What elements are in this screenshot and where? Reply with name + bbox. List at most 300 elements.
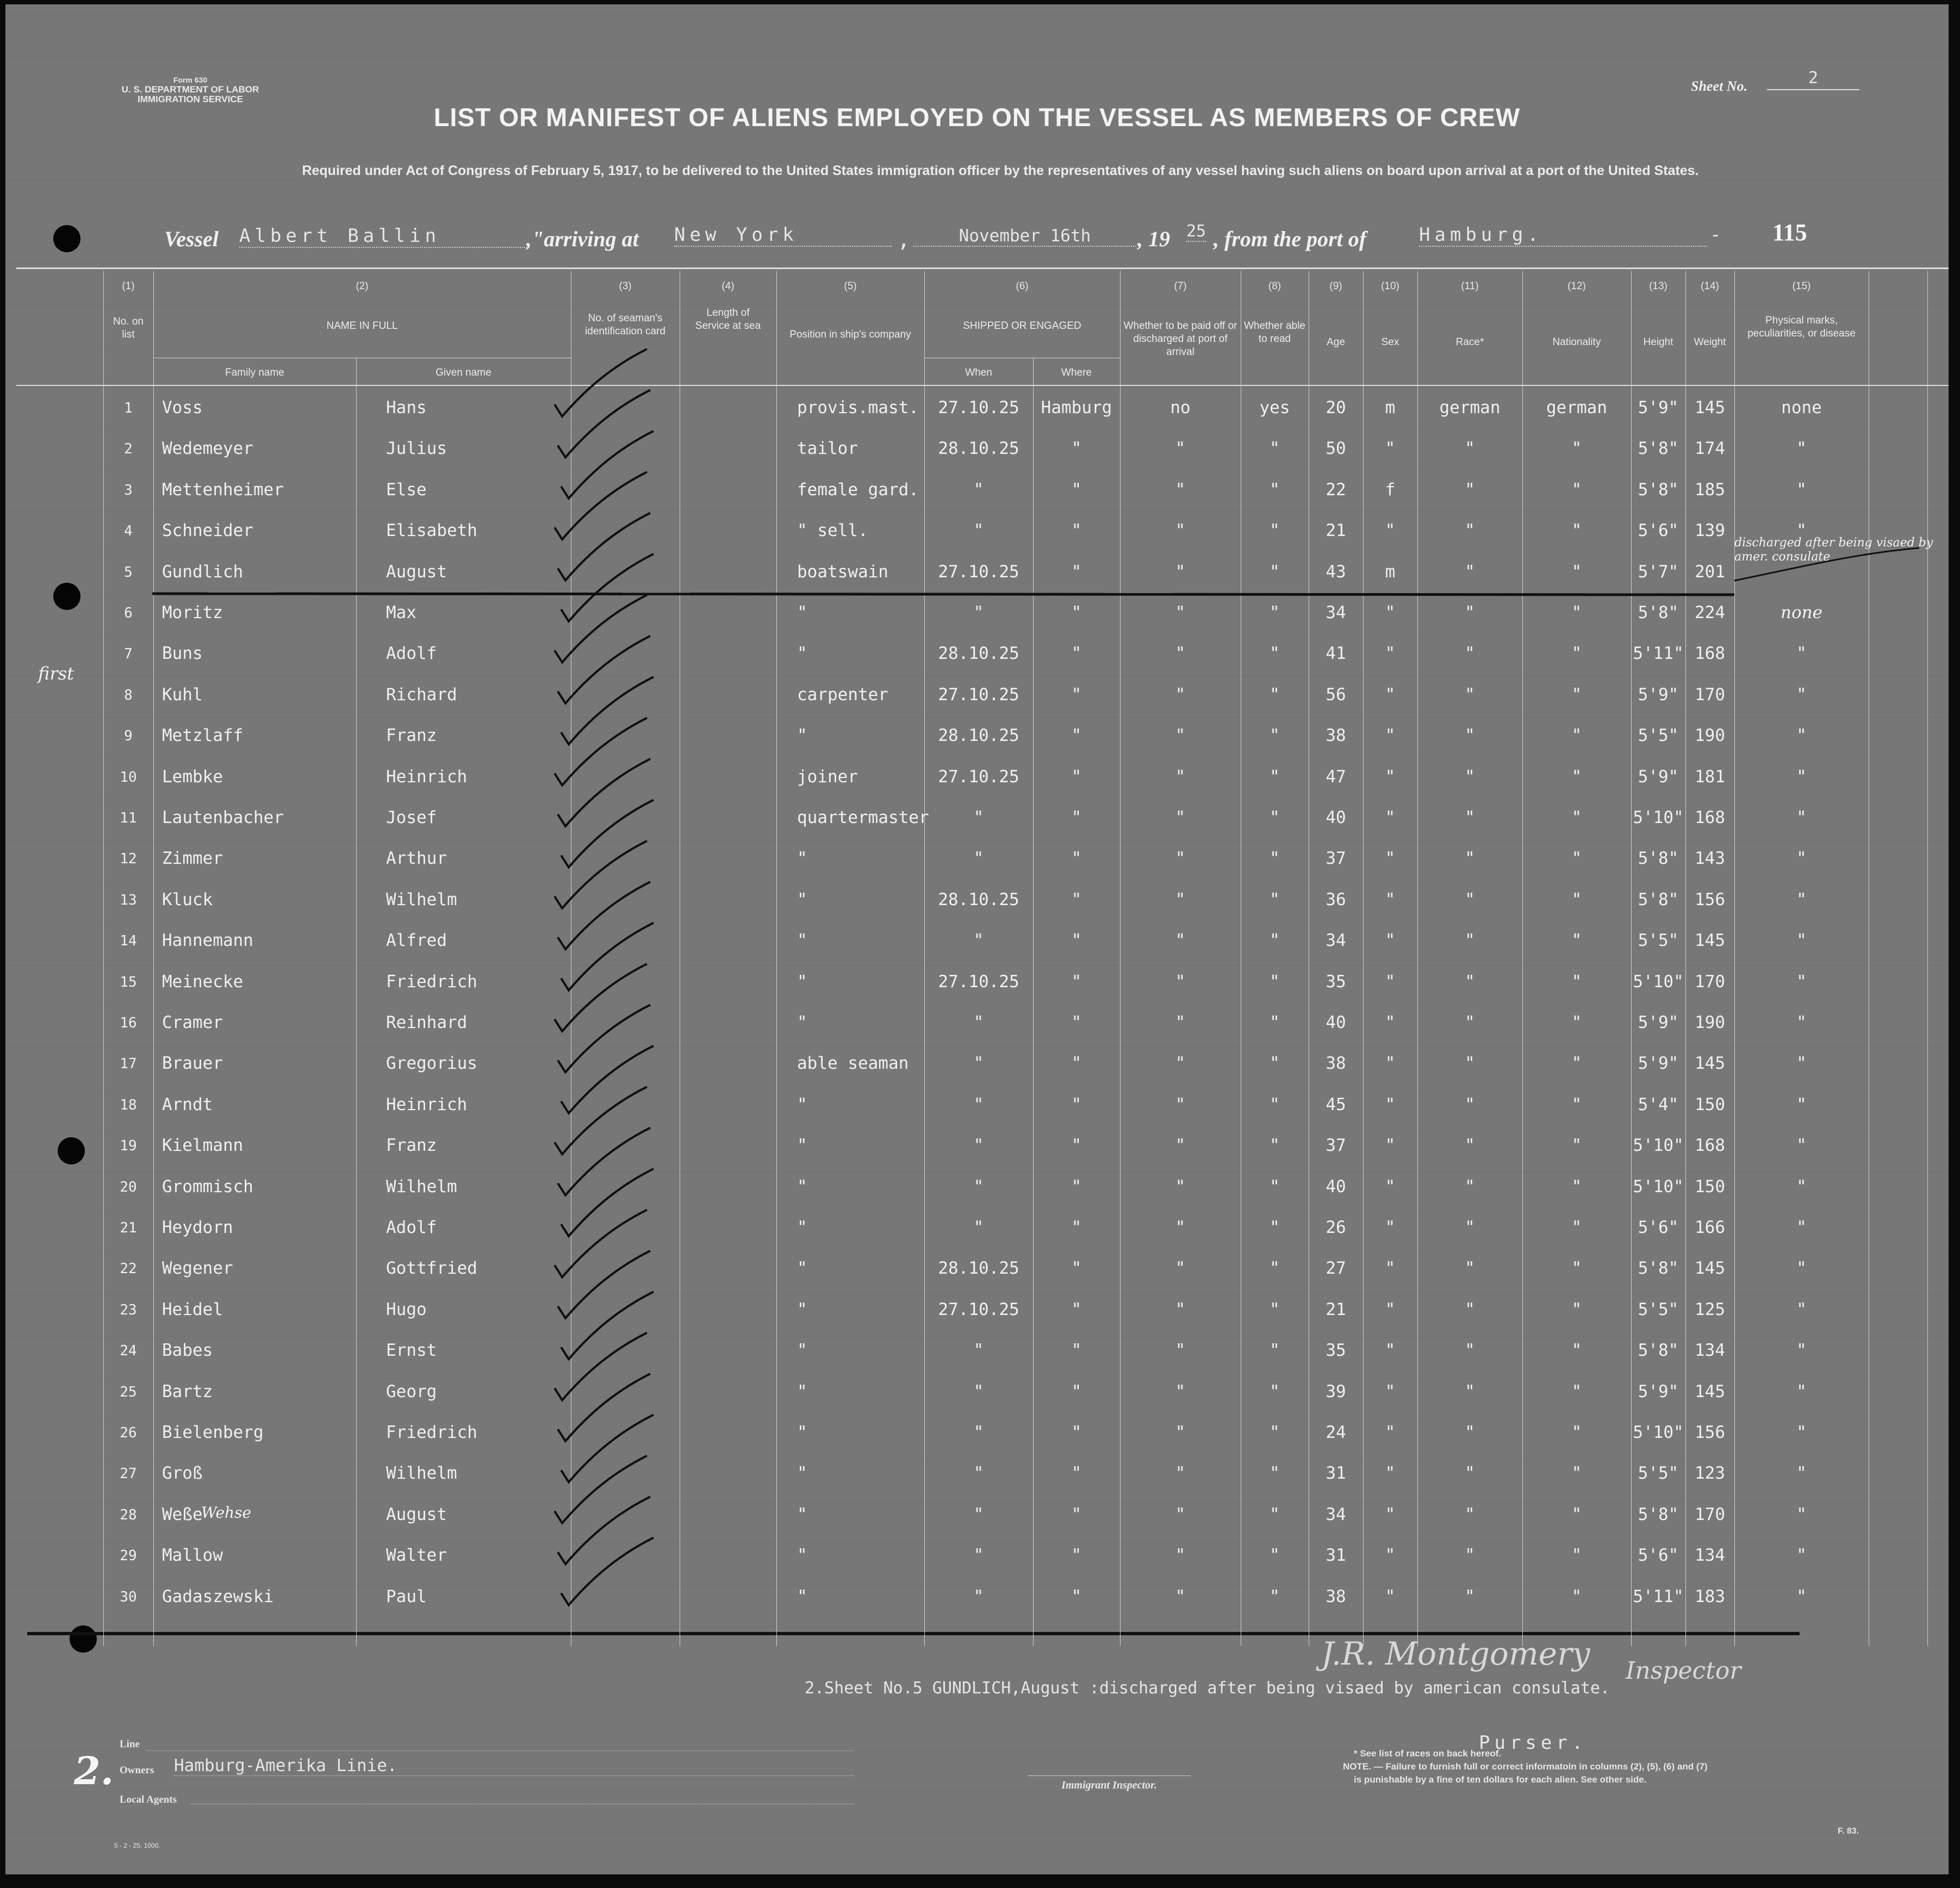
weight: 168 — [1695, 1136, 1725, 1156]
shipped-where: " — [1071, 1463, 1082, 1484]
height: 5'10" — [1633, 1423, 1684, 1442]
given-name: Arthur — [386, 849, 447, 869]
family-name: Heidel — [162, 1299, 223, 1319]
sex: " — [1385, 1136, 1396, 1156]
handwritten-marks — [5, 4, 1949, 1874]
family-name: Meinecke — [162, 971, 244, 992]
check-mark-icon — [555, 841, 647, 908]
able-to-read: " — [1270, 1586, 1280, 1606]
height: 5'5" — [1638, 726, 1679, 746]
paid-off: " — [1175, 1463, 1186, 1484]
shipped-where: " — [1071, 1136, 1082, 1156]
row-number: 2 — [124, 441, 133, 458]
shipped-where: " — [1071, 479, 1082, 500]
nationality: " — [1571, 1094, 1582, 1114]
family-name: Zimmer — [162, 849, 223, 869]
age: 40 — [1326, 1013, 1346, 1032]
nationality: " — [1571, 808, 1582, 827]
paid-off: no — [1170, 398, 1191, 418]
family-name: Gadaszewski — [162, 1586, 274, 1606]
race: " — [1465, 1463, 1475, 1484]
weight: 201 — [1695, 562, 1725, 582]
nationality: " — [1571, 1136, 1582, 1156]
physical-marks: discharged after being visaed by amer. consulate — [1734, 535, 1933, 564]
height: 5'6" — [1638, 1546, 1679, 1566]
given-name: Heinrich — [386, 1094, 468, 1114]
position: " — [797, 1423, 807, 1442]
position: " — [797, 1136, 807, 1156]
row-number: 10 — [120, 769, 137, 786]
physical-marks: " — [1796, 1341, 1807, 1361]
page-subtitle: Required under Act of Congress of February 5, 1917, to be delivered to the United States immigration officer by the representatives of any vessel having such aliens on board upon arrival at a port of the United States. — [302, 163, 1699, 178]
physical-marks: none — [1781, 398, 1822, 418]
able-to-read: " — [1270, 849, 1280, 869]
given-name: Max — [386, 603, 416, 622]
age: 21 — [1326, 1299, 1346, 1319]
family-name: Wedemeyer — [162, 439, 253, 459]
race: " — [1465, 1258, 1475, 1279]
sex: f — [1385, 479, 1396, 500]
shipped-when: " — [973, 849, 984, 869]
age: 26 — [1326, 1218, 1346, 1237]
row-number: 4 — [124, 523, 133, 540]
paid-off: " — [1175, 562, 1186, 582]
position: " — [797, 1258, 807, 1279]
given-name: Adolf — [386, 1218, 437, 1237]
check-mark-icon — [558, 636, 650, 703]
able-to-read: " — [1270, 971, 1280, 992]
row-number: 25 — [120, 1384, 137, 1400]
inspector-title: Inspector — [1626, 1657, 1741, 1685]
nationality: " — [1571, 1013, 1582, 1032]
position: female gard. — [797, 479, 919, 500]
shipped-where: " — [1071, 1546, 1082, 1566]
shipped-when: " — [973, 1423, 984, 1442]
shipped-where: " — [1071, 1504, 1082, 1524]
nationality: " — [1571, 1258, 1582, 1279]
check-mark-icon — [558, 1005, 650, 1072]
paid-off: " — [1175, 684, 1186, 705]
weight: 190 — [1695, 726, 1725, 746]
weight: 190 — [1695, 1013, 1725, 1032]
shipped-where: " — [1071, 1381, 1082, 1401]
shipped-when: 28.10.25 — [938, 439, 1019, 459]
race: " — [1465, 849, 1475, 869]
vessel-line: Vessel Albert Ballin ,"arriving at New York , November 16th , 19 25 , from the port of Hamburg. - 115 — [164, 219, 1807, 252]
check-mark-icon — [561, 1538, 654, 1605]
shipped-when: " — [973, 479, 984, 500]
able-to-read: " — [1270, 1381, 1280, 1401]
nationality: " — [1571, 479, 1582, 500]
able-to-read: " — [1270, 1299, 1280, 1319]
able-to-read: " — [1270, 889, 1280, 909]
race: " — [1465, 726, 1475, 746]
shipped-when: " — [973, 1504, 984, 1524]
race: " — [1465, 521, 1475, 541]
nationality: " — [1571, 849, 1582, 869]
row-number: 3 — [124, 482, 133, 499]
weight: 168 — [1695, 644, 1725, 664]
weight: 134 — [1695, 1546, 1725, 1566]
shipped-where: " — [1071, 1054, 1082, 1074]
able-to-read: " — [1270, 1136, 1280, 1156]
shipped-when: " — [973, 1381, 984, 1401]
check-mark-icon — [561, 1169, 654, 1236]
age: 24 — [1326, 1423, 1346, 1442]
nationality: " — [1571, 1176, 1582, 1197]
header-able-to-read: Whether able to read — [1243, 320, 1305, 345]
race: " — [1465, 644, 1475, 664]
sex: " — [1385, 1258, 1396, 1279]
weight: 156 — [1695, 1423, 1725, 1442]
height: 5'8" — [1638, 1341, 1679, 1361]
physical-marks: none — [1781, 603, 1822, 622]
age: 31 — [1326, 1546, 1346, 1566]
paid-off: " — [1175, 1218, 1186, 1237]
able-to-read: " — [1270, 684, 1280, 705]
row-number: 18 — [120, 1096, 137, 1113]
family-name: Hannemann — [162, 931, 253, 951]
sex: " — [1385, 931, 1396, 951]
column-number: (14) — [1701, 281, 1719, 292]
physical-marks: " — [1796, 1258, 1807, 1279]
handwritten-correction: Wehse — [201, 1504, 252, 1522]
nationality: " — [1571, 1546, 1582, 1566]
race: " — [1465, 1299, 1475, 1319]
shipped-where: " — [1071, 1299, 1082, 1319]
physical-marks: " — [1796, 849, 1807, 869]
header-position: Position in ship's company — [789, 329, 911, 340]
height: 5'6" — [1638, 521, 1679, 541]
shipped-where: " — [1071, 1218, 1082, 1237]
purser-label: Purser. — [1479, 1732, 1588, 1754]
column-number: (5) — [844, 281, 857, 292]
check-mark-icon — [561, 1292, 654, 1359]
physical-marks: " — [1796, 1013, 1807, 1032]
shipped-when: 28.10.25 — [938, 644, 1019, 664]
family-name: Buns — [162, 644, 203, 664]
shipped-where: " — [1071, 439, 1082, 459]
row-5-strikethrough — [152, 594, 1734, 595]
able-to-read: " — [1270, 1176, 1280, 1197]
arrival-date: November 16th — [913, 226, 1136, 247]
physical-marks: " — [1796, 1504, 1807, 1524]
paid-off: " — [1175, 1176, 1186, 1197]
sex: " — [1385, 1299, 1396, 1319]
shipped-where: " — [1071, 808, 1082, 827]
age: 22 — [1326, 479, 1346, 500]
weight: 143 — [1695, 849, 1725, 869]
check-mark-icon — [558, 1128, 650, 1195]
race: german — [1439, 398, 1501, 418]
height: 5'9" — [1638, 1381, 1679, 1401]
physical-marks: " — [1796, 1299, 1807, 1319]
race: " — [1465, 1423, 1475, 1442]
sex: " — [1385, 1586, 1396, 1606]
age: 35 — [1326, 971, 1346, 992]
age: 40 — [1326, 1176, 1346, 1197]
given-name: Paul — [386, 1586, 427, 1606]
shipped-when: " — [973, 1586, 984, 1606]
race: " — [1465, 931, 1475, 951]
physical-marks: " — [1796, 726, 1807, 746]
row-number: 1 — [124, 400, 133, 416]
shipped-where: " — [1071, 603, 1082, 622]
header-no-on-list: No. on list — [113, 316, 144, 340]
row-number: 21 — [120, 1220, 137, 1236]
paid-off: " — [1175, 1299, 1186, 1319]
race: " — [1465, 1218, 1475, 1237]
row-number: 12 — [120, 851, 137, 868]
shipped-where: " — [1071, 971, 1082, 992]
position: " — [797, 931, 807, 951]
sex: " — [1385, 439, 1396, 459]
weight: 145 — [1695, 931, 1725, 951]
check-mark-icon — [555, 1087, 647, 1154]
height: 5'9" — [1638, 1013, 1679, 1032]
shipped-when: 27.10.25 — [938, 1299, 1019, 1319]
able-to-read: " — [1270, 1546, 1280, 1566]
nationality: " — [1571, 1504, 1582, 1524]
race: " — [1465, 767, 1475, 787]
position: " — [797, 1013, 807, 1032]
height: 5'9" — [1638, 684, 1679, 705]
sex: " — [1385, 684, 1396, 705]
dash: - — [1710, 224, 1721, 246]
family-name: Mettenheimer — [162, 479, 284, 500]
nationality: " — [1571, 1423, 1582, 1442]
nationality: " — [1571, 889, 1582, 909]
height: 5'7" — [1638, 562, 1679, 582]
paid-off: " — [1175, 931, 1186, 951]
header-name-in-full: NAME IN FULL — [326, 320, 398, 332]
check-mark-icon — [555, 1456, 647, 1523]
header-nationality: Nationality — [1552, 337, 1601, 348]
manifest-page — [5, 4, 1949, 1874]
given-name: Friedrich — [386, 971, 477, 992]
arriving-label: ,"arriving at — [526, 227, 639, 251]
nationality: " — [1571, 726, 1582, 746]
paid-off: " — [1175, 1054, 1186, 1074]
vessel-name: Albert Ballin — [239, 225, 527, 248]
shipped-when: " — [973, 603, 984, 622]
position: " — [797, 1504, 807, 1524]
age: 20 — [1326, 398, 1346, 418]
physical-marks: " — [1796, 479, 1807, 500]
sex: " — [1385, 849, 1396, 869]
position: " — [797, 1341, 807, 1361]
check-mark-icon — [561, 923, 654, 990]
paid-off: " — [1175, 971, 1186, 992]
able-to-read: " — [1270, 1463, 1280, 1484]
check-mark-icon — [558, 1251, 650, 1318]
column-number: (6) — [1016, 281, 1029, 292]
given-name: Elisabeth — [386, 521, 477, 541]
position: " — [797, 1299, 807, 1319]
check-mark-icon — [555, 964, 647, 1031]
sex: " — [1385, 1218, 1396, 1237]
row-number: 19 — [120, 1138, 137, 1155]
nationality: " — [1571, 971, 1582, 992]
height: 5'10" — [1633, 808, 1684, 827]
weight: 170 — [1695, 971, 1725, 992]
age: 21 — [1326, 521, 1346, 541]
paid-off: " — [1175, 808, 1186, 827]
row-number: 6 — [124, 605, 133, 621]
able-to-read: " — [1270, 1504, 1280, 1524]
race: " — [1465, 1341, 1475, 1361]
check-mark-icon — [555, 349, 647, 416]
position: " — [797, 1546, 807, 1566]
nationality: " — [1571, 603, 1582, 622]
weight: 139 — [1695, 521, 1725, 541]
age: 39 — [1326, 1381, 1346, 1401]
check-mark-icon — [561, 554, 654, 621]
sex: " — [1385, 1381, 1396, 1401]
sex: " — [1385, 644, 1396, 664]
header-when: When — [965, 367, 992, 378]
header-sex: Sex — [1381, 337, 1399, 348]
age: 40 — [1326, 808, 1346, 827]
footer-discharge-note: 2.Sheet No.5 GUNDLICH,August :discharged after being visaed by american consulate. — [805, 1679, 1610, 1698]
paid-off: " — [1175, 1013, 1186, 1032]
given-name: Wilhelm — [386, 1176, 457, 1197]
arrival-port: New York — [674, 224, 892, 247]
physical-marks: " — [1796, 1136, 1807, 1156]
check-mark-icon — [555, 472, 647, 539]
check-mark-icon — [555, 1210, 647, 1277]
shipped-where: " — [1071, 1094, 1082, 1114]
age: 38 — [1326, 1586, 1346, 1606]
column-number: (2) — [356, 281, 369, 292]
able-to-read: " — [1270, 562, 1280, 582]
family-name: Brauer — [162, 1054, 223, 1074]
position: " — [797, 849, 807, 869]
shipped-where: " — [1071, 1423, 1082, 1442]
position: " — [797, 1381, 807, 1401]
check-marks — [555, 349, 654, 1605]
header-weight: Weight — [1694, 337, 1726, 348]
paid-off: " — [1175, 1586, 1186, 1606]
able-to-read: " — [1270, 931, 1280, 951]
given-name: August — [386, 562, 447, 582]
family-name: Grommisch — [162, 1176, 253, 1197]
weight: 150 — [1695, 1094, 1725, 1114]
sex: " — [1385, 603, 1396, 622]
age: 27 — [1326, 1258, 1346, 1279]
age: 31 — [1326, 1463, 1346, 1484]
shipped-where: " — [1071, 849, 1082, 869]
physical-marks: " — [1796, 1381, 1807, 1401]
row-number: 13 — [120, 892, 137, 908]
row-number: 16 — [120, 1015, 137, 1031]
shipped-where: " — [1071, 521, 1082, 541]
position: carpenter — [797, 684, 888, 705]
weight: 145 — [1695, 1258, 1725, 1279]
row-number: 27 — [120, 1466, 137, 1482]
owners-label: Owners — [120, 1765, 154, 1776]
weight: 166 — [1695, 1218, 1725, 1237]
shipped-where: " — [1071, 931, 1082, 951]
inspector-signature: J.R. Montgomery — [1321, 1635, 1590, 1672]
family-name: Moritz — [162, 603, 223, 622]
shipped-when: 27.10.25 — [938, 767, 1019, 787]
paid-off: " — [1175, 1094, 1186, 1114]
age: 37 — [1326, 1136, 1346, 1156]
column-number: (3) — [619, 281, 632, 292]
header-family-name: Family name — [225, 367, 284, 378]
nationality: " — [1571, 1463, 1582, 1484]
weight: 170 — [1695, 1504, 1725, 1524]
sex: " — [1385, 726, 1396, 746]
weight: 224 — [1695, 603, 1725, 622]
shipped-where: " — [1071, 684, 1082, 705]
position: " — [797, 726, 807, 746]
shipped-when: " — [973, 1546, 984, 1566]
position: boatswain — [797, 562, 888, 582]
age: 47 — [1326, 767, 1346, 787]
check-mark-icon — [561, 1046, 654, 1113]
shipped-when: 27.10.25 — [938, 398, 1019, 418]
weight: 183 — [1695, 1586, 1725, 1606]
footer-notes — [1343, 1747, 1708, 1786]
row-number: 9 — [124, 728, 133, 745]
physical-marks: " — [1796, 1586, 1807, 1606]
sex: " — [1385, 1546, 1396, 1566]
race: " — [1465, 971, 1475, 992]
race: " — [1465, 1176, 1475, 1197]
given-name: Hans — [386, 398, 427, 418]
row-number: 22 — [120, 1261, 137, 1278]
physical-marks: " — [1796, 971, 1807, 992]
race: " — [1465, 1013, 1475, 1032]
position: " — [797, 1094, 807, 1114]
family-name: Voss — [162, 398, 203, 418]
ink-stroke — [1734, 548, 1919, 581]
sex: " — [1385, 1341, 1396, 1361]
family-name: Kielmann — [162, 1136, 244, 1156]
height: 5'5" — [1638, 1299, 1679, 1319]
paid-off: " — [1175, 603, 1186, 622]
shipped-when: " — [973, 808, 984, 827]
shipped-where: " — [1071, 767, 1082, 787]
shipped-when: " — [973, 1013, 984, 1032]
nationality: " — [1571, 439, 1582, 459]
row-number: 5 — [124, 564, 133, 581]
race: " — [1465, 1546, 1475, 1566]
paid-off: " — [1175, 644, 1186, 664]
race: " — [1465, 562, 1475, 582]
row-number: 15 — [120, 974, 137, 990]
row-number: 30 — [120, 1588, 137, 1605]
row-number: 20 — [120, 1179, 137, 1195]
able-to-read: " — [1270, 644, 1280, 664]
able-to-read: " — [1270, 603, 1280, 622]
height: 5'10" — [1633, 1176, 1684, 1197]
department-name: U. S. DEPARTMENT OF LABOR — [121, 84, 259, 95]
race: " — [1465, 1054, 1475, 1074]
sex: " — [1385, 889, 1396, 909]
row-number: 17 — [120, 1056, 137, 1073]
family-name: Bielenberg — [162, 1423, 264, 1442]
race: " — [1465, 1381, 1475, 1401]
height: 5'8" — [1638, 1504, 1679, 1524]
shipped-when: " — [973, 1341, 984, 1361]
height: 5'4" — [1638, 1094, 1679, 1114]
weight: 150 — [1695, 1176, 1725, 1197]
check-mark-icon — [561, 431, 654, 499]
height: 5'10" — [1633, 1136, 1684, 1156]
